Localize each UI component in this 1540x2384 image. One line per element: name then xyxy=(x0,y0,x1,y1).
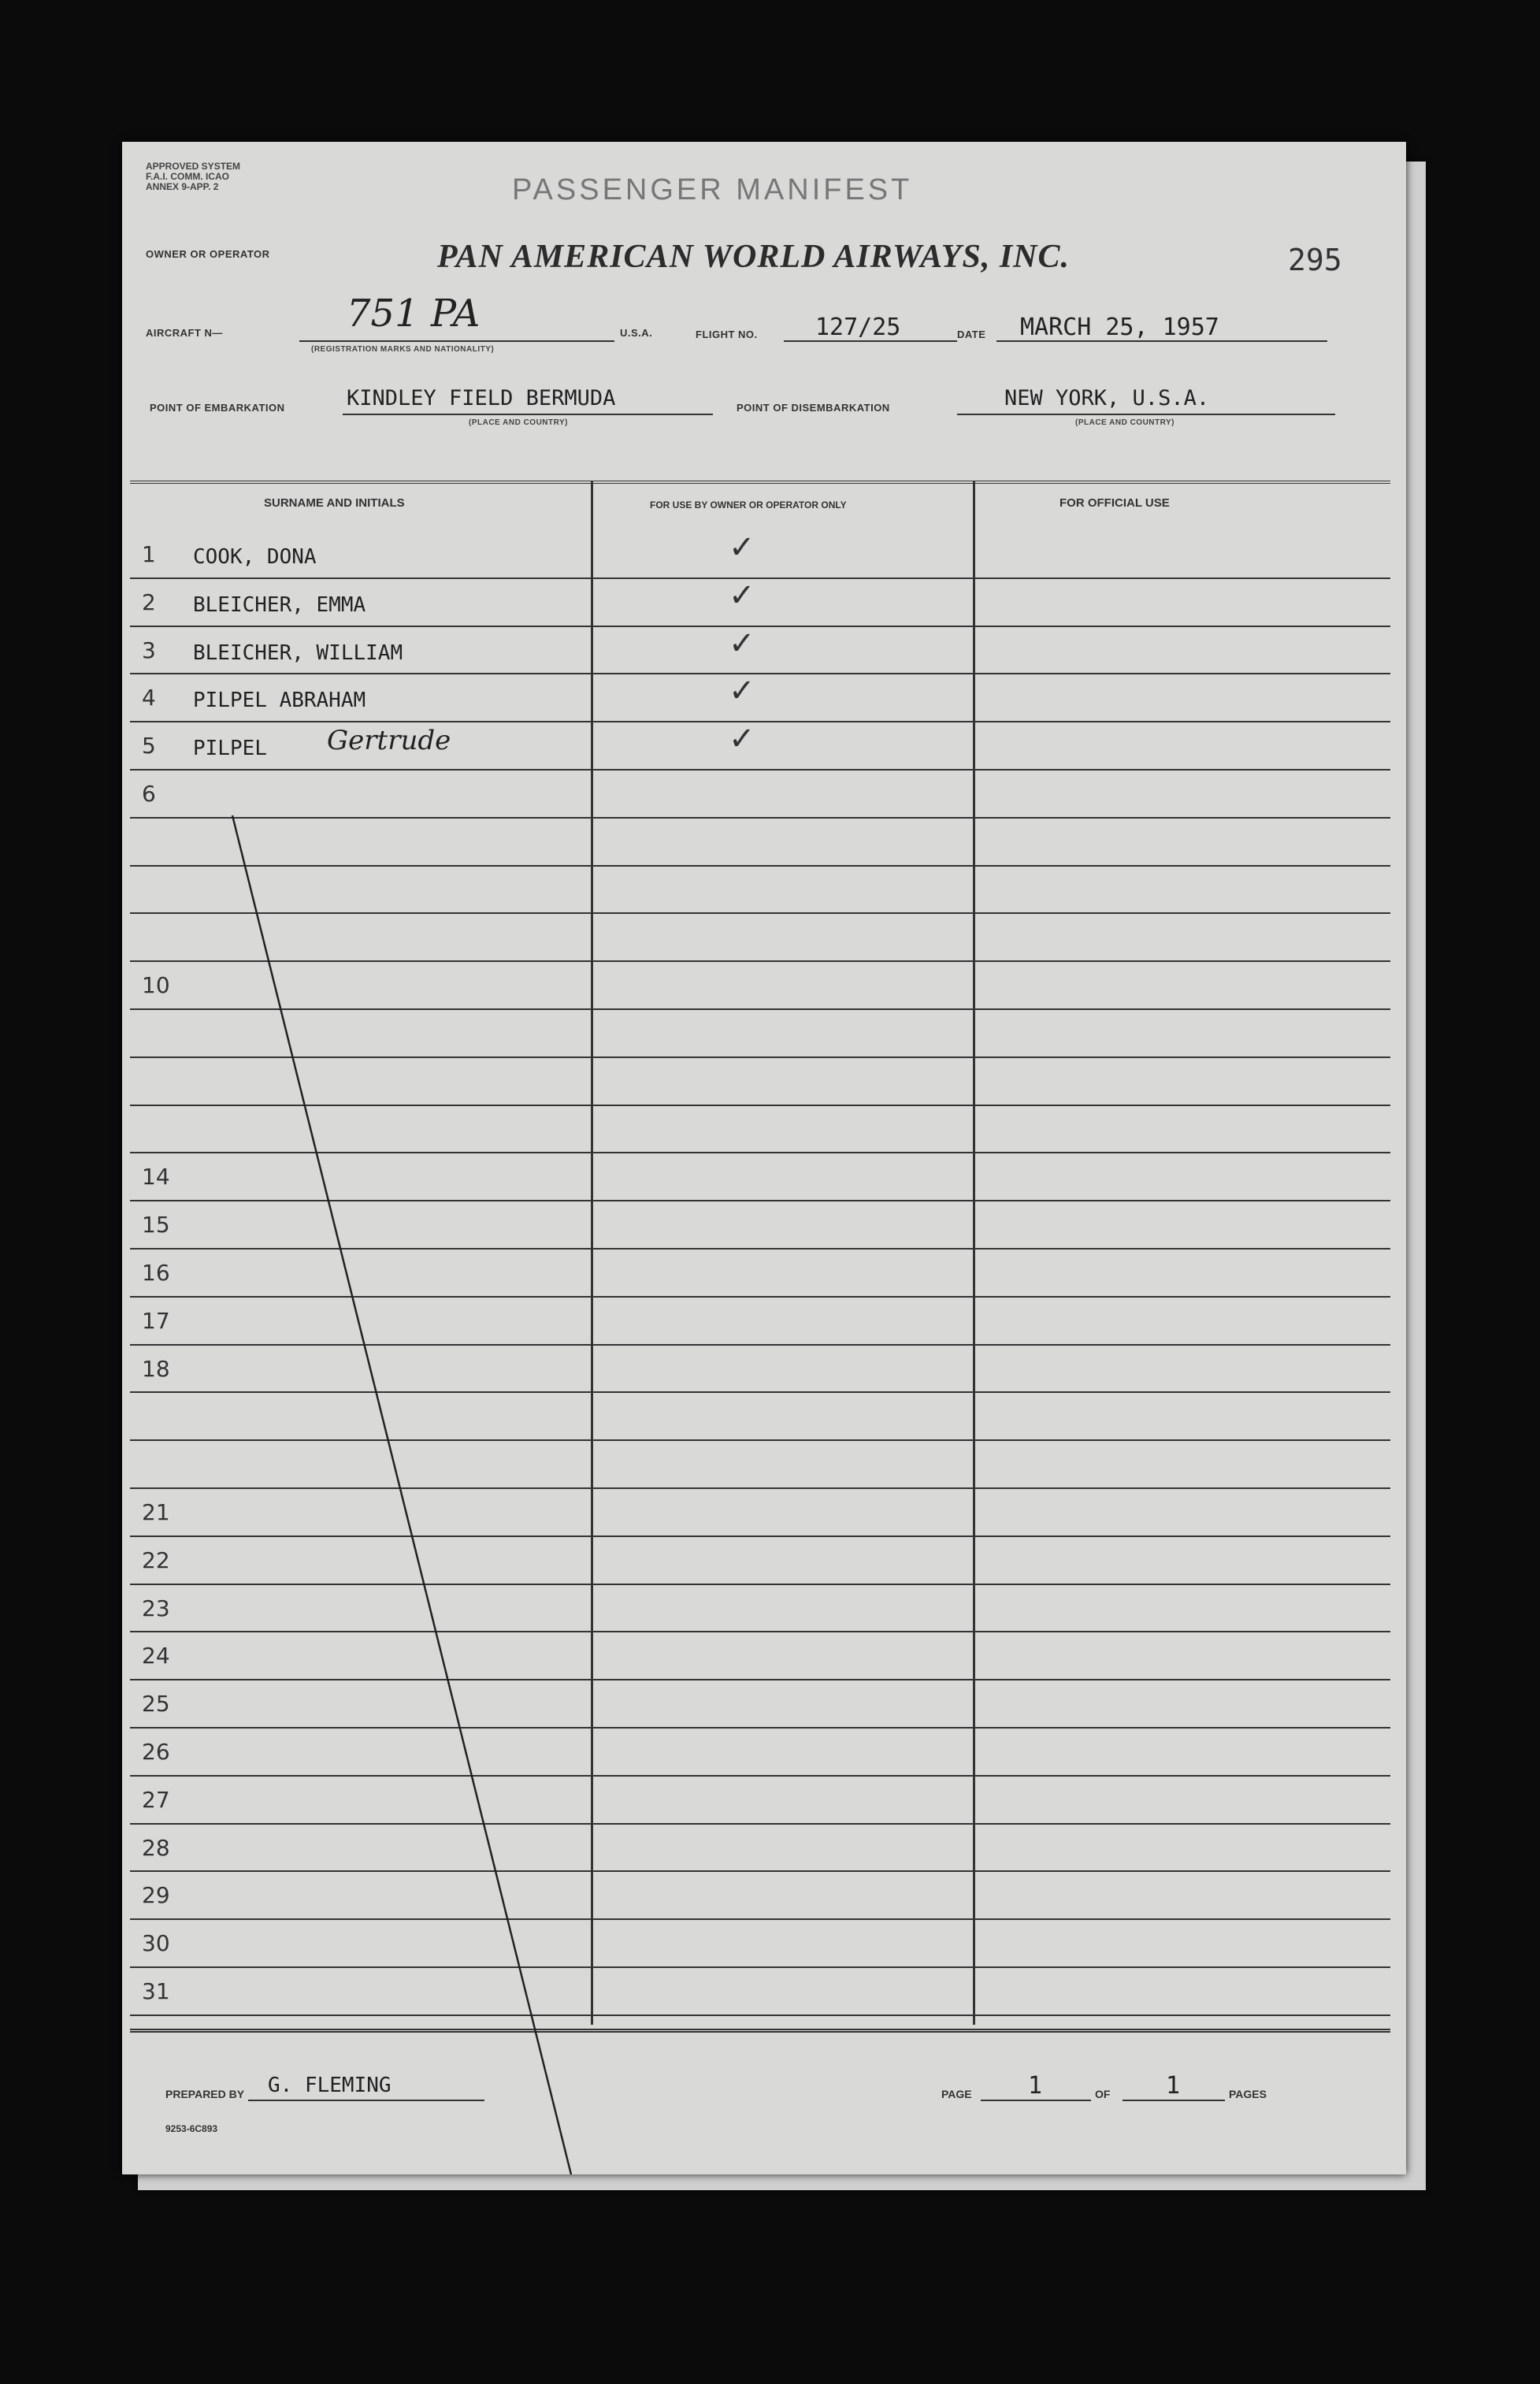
row-number: 23 xyxy=(142,1595,170,1621)
manifest-sheet xyxy=(122,142,1406,2174)
flight-value: 127/25 xyxy=(815,314,901,341)
row-number: 21 xyxy=(142,1499,170,1525)
embark-caption: (PLACE AND COUNTRY) xyxy=(469,418,568,427)
row-number: 2 xyxy=(142,589,156,615)
row-number: 5 xyxy=(142,733,156,759)
date-value: MARCH 25, 1957 xyxy=(1020,314,1219,341)
page-value: 1 xyxy=(1028,2072,1043,2100)
passenger-name: BLEICHER, EMMA xyxy=(193,592,366,617)
row-number: 18 xyxy=(142,1355,170,1382)
of-label: OF xyxy=(1095,2088,1111,2100)
owner-label: OWNER OR OPERATOR xyxy=(146,248,270,260)
of-value: 1 xyxy=(1166,2072,1181,2100)
embark-label: POINT OF EMBARKATION xyxy=(150,402,285,414)
aircraft-value: 751 PA xyxy=(347,292,481,336)
row-number: 10 xyxy=(142,972,170,999)
airline-name: PAN AMERICAN WORLD AIRWAYS, INC. xyxy=(437,239,1071,275)
usa-label: U.S.A. xyxy=(620,327,653,339)
date-label: DATE xyxy=(957,329,986,340)
of-line xyxy=(1123,2100,1225,2101)
row-number: 28 xyxy=(142,1834,170,1861)
checkmark-icon: ✓ xyxy=(729,673,755,710)
checkmark-icon: ✓ xyxy=(729,529,755,566)
row-number: 25 xyxy=(142,1691,170,1717)
form-number: 9253-6C893 xyxy=(165,2123,218,2134)
checkmark-icon: ✓ xyxy=(729,577,755,614)
row-number: 15 xyxy=(142,1212,170,1238)
registration-caption: (REGISTRATION MARKS AND NATIONALITY) xyxy=(311,345,495,354)
row-number: 31 xyxy=(142,1978,170,2004)
aircraft-label: AIRCRAFT N— xyxy=(146,327,223,339)
prepared-by-value: G. FLEMING xyxy=(268,2074,391,2097)
col-surname-header: SURNAME AND INITIALS xyxy=(264,496,405,510)
approval-note: APPROVED SYSTEM F.A.I. COMM. ICAO ANNEX 9-APP. 2 xyxy=(146,161,241,192)
row-number: 30 xyxy=(142,1930,170,1957)
prepared-line xyxy=(248,2100,484,2101)
passenger-name: PILPEL xyxy=(193,737,267,761)
row-number: 16 xyxy=(142,1260,170,1286)
disembark-caption: (PLACE AND COUNTRY) xyxy=(1075,418,1174,427)
void-diagonal-line xyxy=(122,142,1406,2174)
disembark-value: NEW YORK, U.S.A. xyxy=(1004,386,1210,410)
checkmark-icon: ✓ xyxy=(729,721,755,758)
row-number: 1 xyxy=(142,541,156,567)
embark-value: KINDLEY FIELD BERMUDA xyxy=(347,386,616,410)
row-number: 26 xyxy=(142,1739,170,1765)
col-official-header: FOR OFFICIAL USE xyxy=(1059,496,1170,510)
col-operator-header: FOR USE BY OWNER OR OPERATOR ONLY xyxy=(650,499,847,511)
passenger-name-handwritten: Gertrude xyxy=(327,725,451,757)
row-number: 22 xyxy=(142,1547,170,1573)
document-title: PASSENGER MANIFEST xyxy=(512,173,913,206)
pages-label: PAGES xyxy=(1229,2088,1267,2100)
row-number: 6 xyxy=(142,781,156,807)
flight-label: FLIGHT NO. xyxy=(696,329,758,340)
passenger-name: COOK, DONA xyxy=(193,545,317,569)
row-number: 4 xyxy=(142,685,156,711)
row-number: 17 xyxy=(142,1307,170,1334)
row-number: 29 xyxy=(142,1882,170,1909)
row-number: 14 xyxy=(142,1164,170,1190)
row-number: 3 xyxy=(142,637,156,663)
row-number: 27 xyxy=(142,1786,170,1813)
prepared-by-label: PREPARED BY xyxy=(165,2088,245,2100)
passenger-name: BLEICHER, WILLIAM xyxy=(193,641,403,665)
document-number: 295 xyxy=(1288,243,1342,277)
page-label: PAGE xyxy=(941,2088,972,2100)
page-line xyxy=(981,2100,1091,2101)
disembark-label: POINT OF DISEMBARKATION xyxy=(737,402,890,414)
row-number: 24 xyxy=(142,1643,170,1669)
passenger-name: PILPEL ABRAHAM xyxy=(193,689,366,713)
checkmark-icon: ✓ xyxy=(729,625,755,662)
